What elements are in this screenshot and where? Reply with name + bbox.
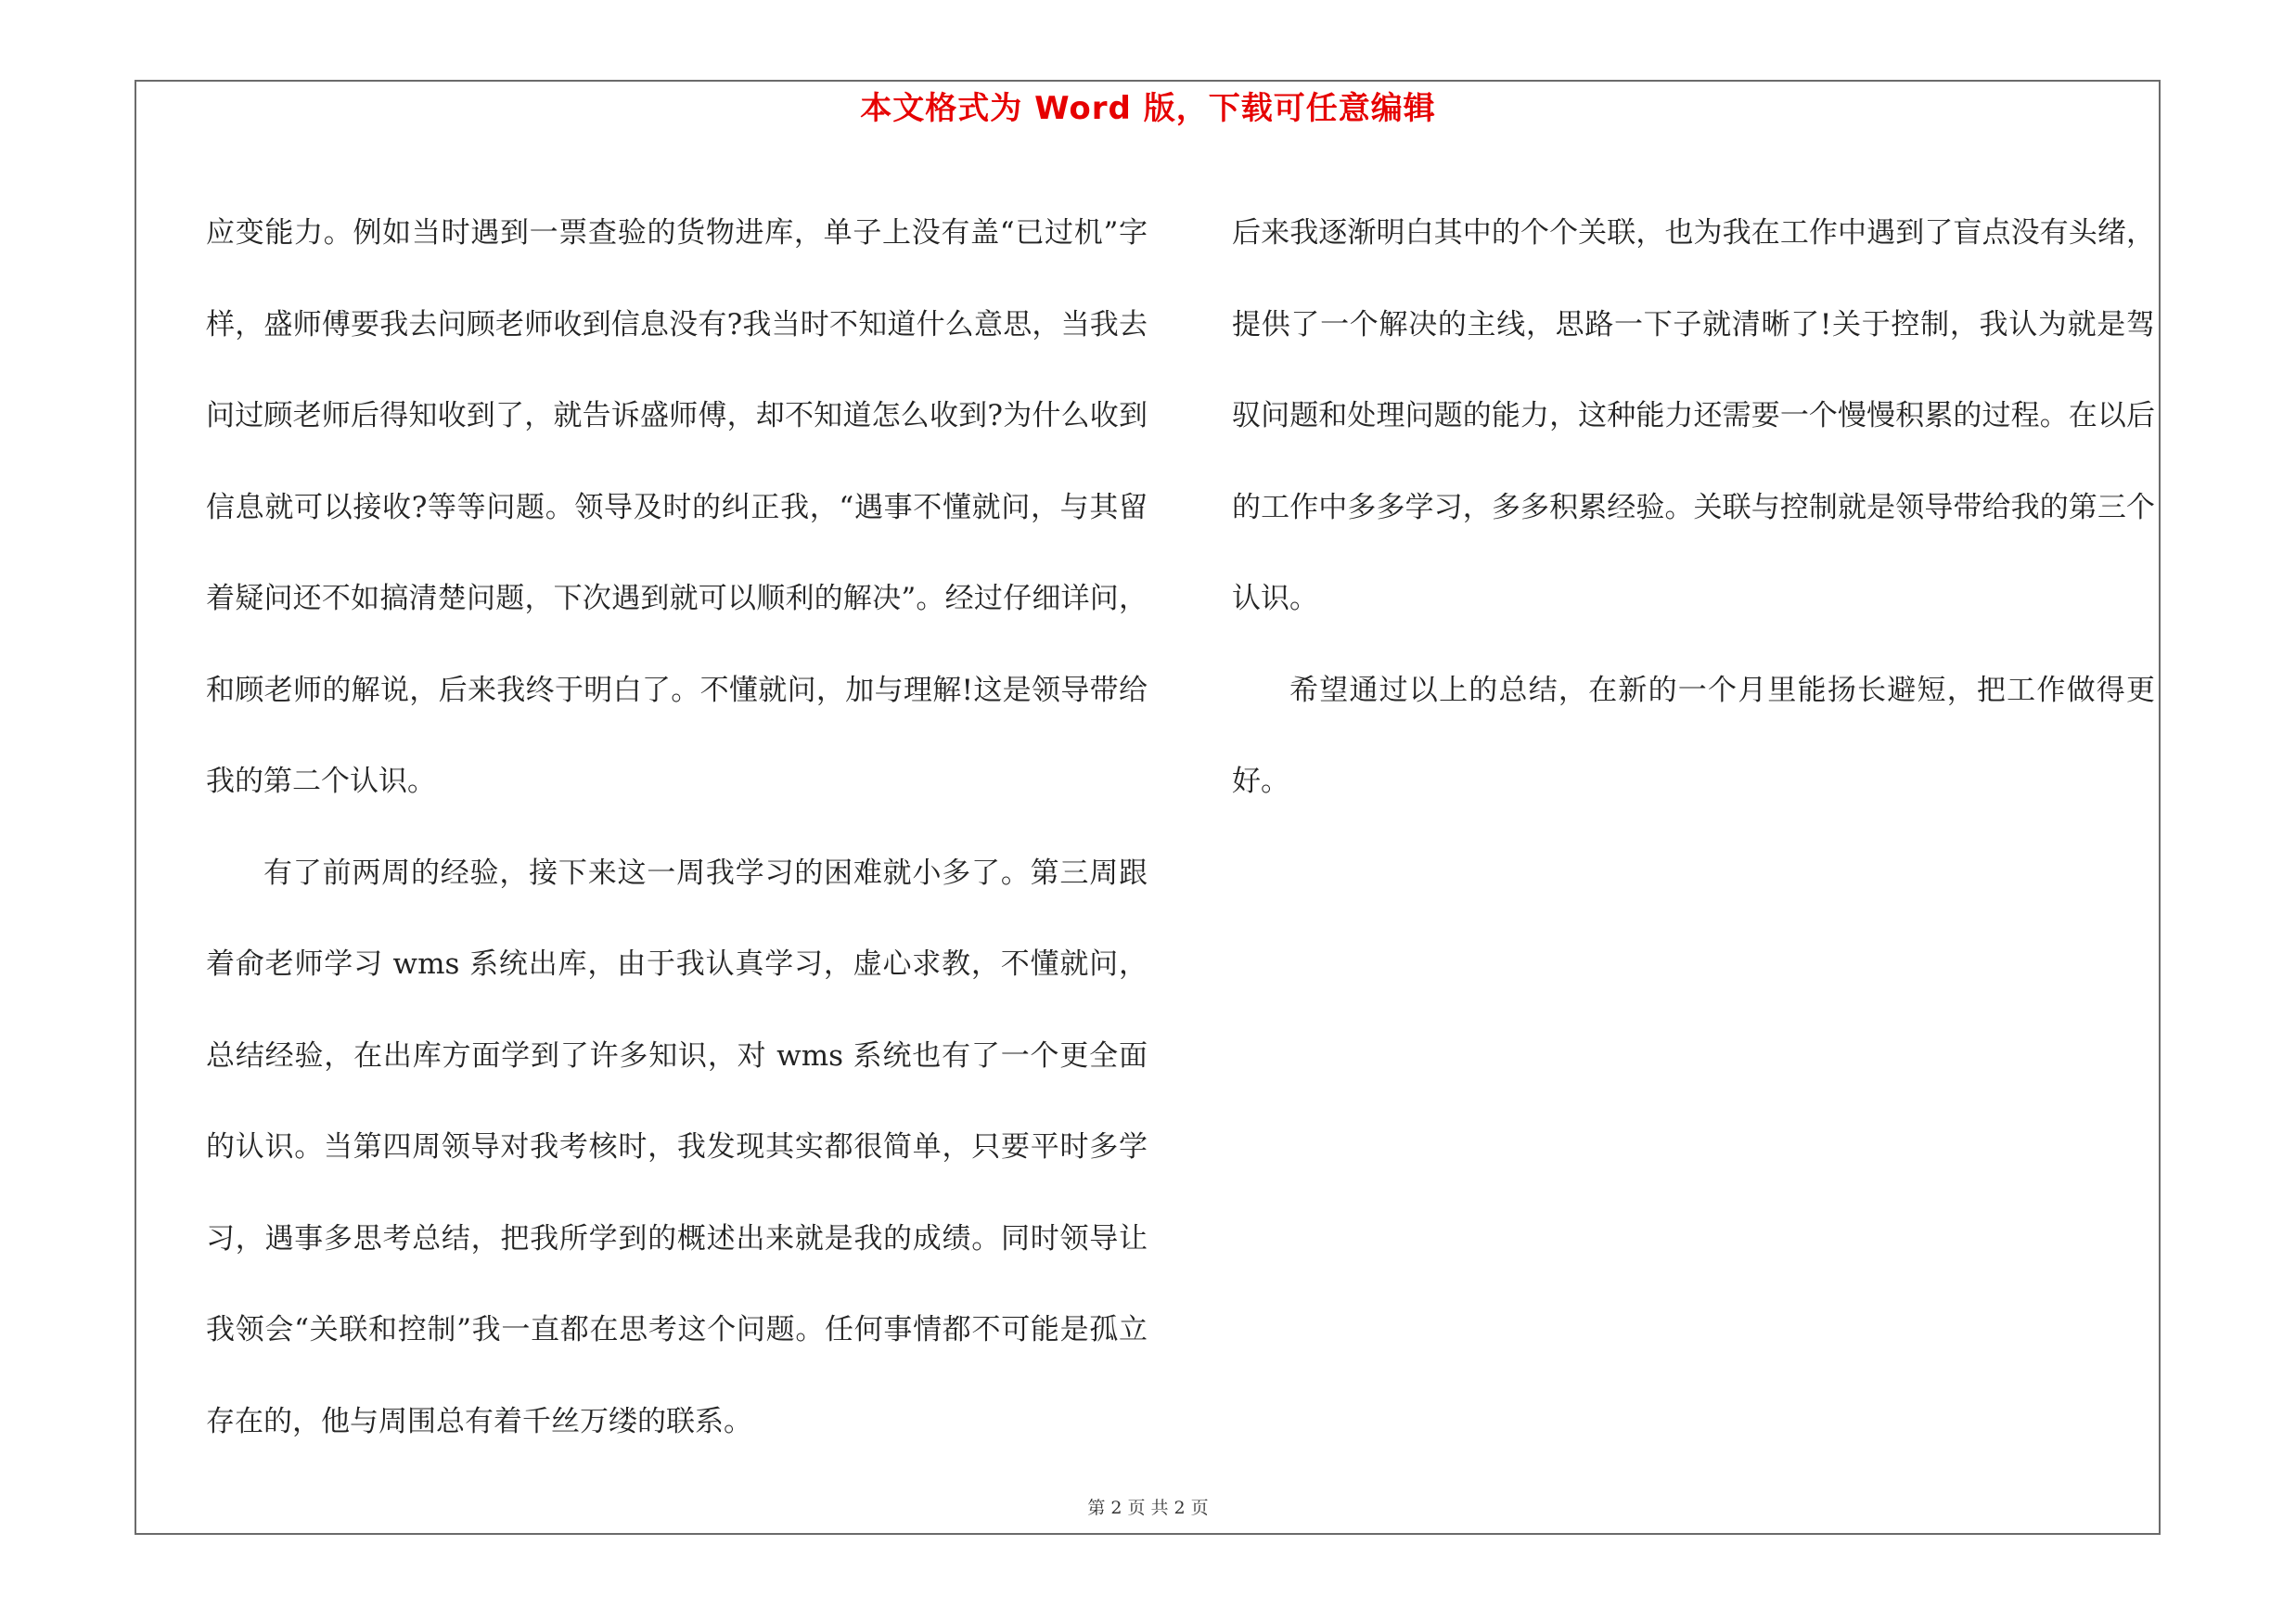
page-number-footer: 第 2 页 共 2 页 <box>1087 1498 1209 1518</box>
paragraph: 希望通过以上的总结，在新的一个月里能扬长避短，把工作做得更好。 <box>1232 673 2155 798</box>
right-text-column <box>1232 187 2155 828</box>
paragraph: 有了前两周的经验，接下来这一周我学习的困难就小多了。第三周跟着俞老师学习 wms 系统出库，由于我认真学习，虚心求教，不懂就问，总结经验，在出库方面学到了许多知识，对 wms 系统也有了一个更全面的认识。当第四周领导对我考核时，我发现其实都很简单，只要平时多学习，遇事多思考总结，把我所学到的概述出来就是我的成绩。同时领导让我领会“关联和控制”我一直都在思考这个问题。任何事情都不可能是孤立存在的，他与周围总有着千丝万缕的联系。 <box>206 856 1148 1438</box>
paragraph-continuation: 应变能力。例如当时遇到一票查验的货物进库，单子上没有盖“已过机”字样，盛师傅要我去问顾老师收到信息没有?我当时不知道什么意思，当我去问过顾老师后得知收到了，就告诉盛师傅，却不知道怎么收到?为什么收到信息就可以接收?等等问题。领导及时的纠正我，“遇事不懂就问，与其留着疑问还不如搞清楚问题，下次遇到就可以顺利的解决”。经过仔细详问，和顾老师的解说，后来我终于明白了。不懂就问，加与理解!这是领导带给我的第二个认识。 <box>206 216 1148 798</box>
paragraph-continuation: 后来我逐渐明白其中的个个关联，也为我在工作中遇到了盲点没有头绪，提供了一个解决的主线，思路一下子就清晰了!关于控制，我认为就是驾驭问题和处理问题的能力，这种能力还需要一个慢慢积累的过程。在以后的工作中多多学习，多多积累经验。关联与控制就是领导带给我的第三个认识。 <box>1232 216 2155 615</box>
left-text-column <box>206 187 1148 1467</box>
format-notice-banner: 本文格式为 Word 版，下载可任意编辑 <box>860 90 1436 127</box>
